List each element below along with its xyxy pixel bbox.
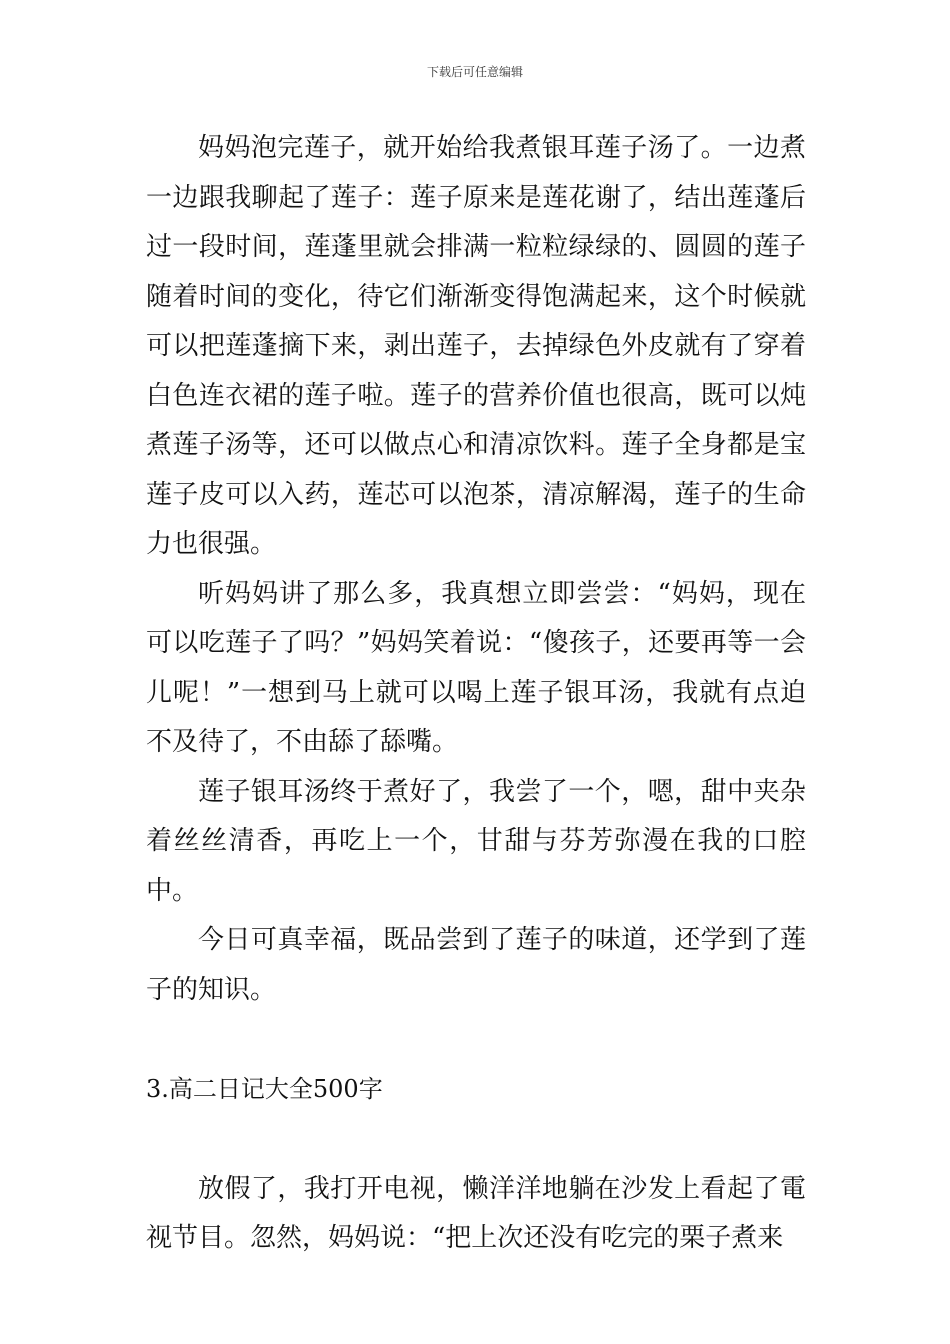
spacer [146,1115,806,1165]
paragraph-happy-day: 今日可真幸福，既品尝到了莲子的味道，还学到了莲子的知识。 [146,925,806,1005]
paragraph-eager-to-taste: 听妈妈讲了那么多，我真想立即尝尝：“妈妈，现在可以吃莲子了吗？”妈妈笑着说：“傻孩子，还要再等一会儿呢！”一想到马上就可以喝上莲子银耳汤，我就有点迫不及待了，不由舔了舔嘴。 [146,578,806,757]
paragraph-soup-ready: 莲子银耳汤终于煮好了，我尝了一个，嗯，甜中夹杂着丝丝清香，再吃上一个，甘甜与芬芳弥漫在我的口腔中。 [146,776,806,906]
document-body [146,124,806,1264]
paragraph-lotus-seeds: 妈妈泡完莲子，就开始给我煮银耳莲子汤了。一边煮一边跟我聊起了莲子：莲子原来是莲花谢了，结出莲蓬后过一段时间，莲蓬里就会排满一粒粒绿绿的、圆圆的莲子随着时间的变化，待它们渐渐变得饱满起来，这个时候就可以把莲蓬摘下来，剥出莲子，去掉绿色外皮就有了穿着白色连衣裙的莲子啦。莲子的营养价值也很高，既可以炖煮莲子汤等，还可以做点心和清凉饮料。莲子全身都是宝莲子皮可以入药，莲芯可以泡茶，清凉解渴，莲子的生命力也很强。 [146,133,806,559]
paragraph-holiday-tv: 放假了，我打开电视，懒洋洋地躺在沙发上看起了電视节目。忽然，妈妈说：“把上次还没有吃完的栗子煮来 [146,1173,806,1253]
section-heading: 3.高二日记大全500字 [146,1075,383,1103]
spacer [146,1015,806,1065]
page-header: 下载后可任意编辑 [426,65,523,79]
